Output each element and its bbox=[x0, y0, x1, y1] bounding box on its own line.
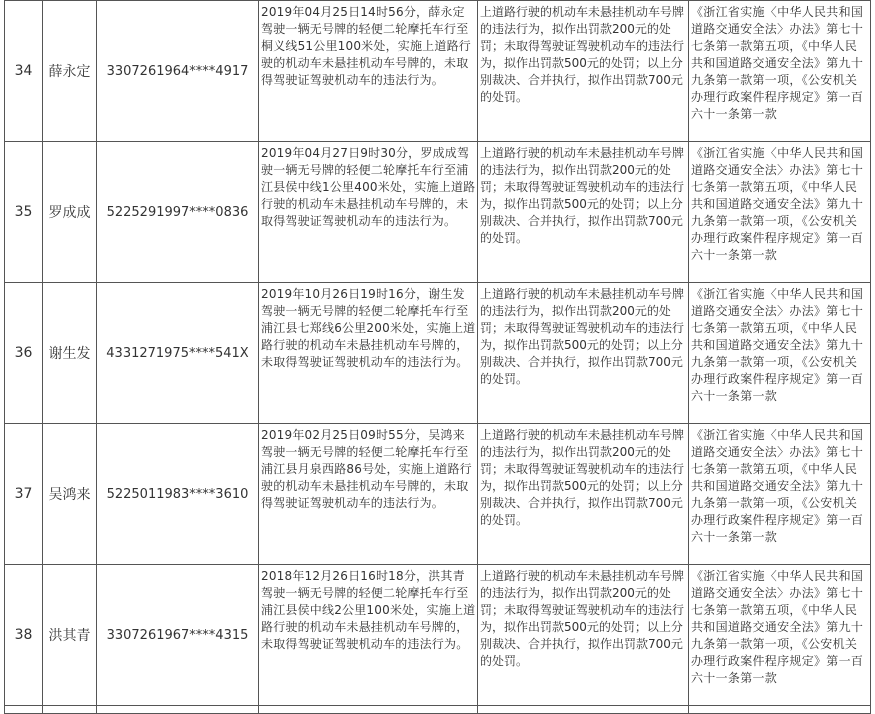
legal-basis: 《浙江省实施〈中华人民共和国道路交通安全法〉办法》第七十七条第一款第五项，《中华人民共和国道路交通安全法》第九十九条第一款第一项，《公安机关办理行政案件程序规定》第一百六十一条第一款 bbox=[689, 1, 871, 142]
penalty-decision: 上道路行驶的机动车未悬挂机动车号牌的违法行为，拟作出罚款200元的处罚；未取得驾驶证驾驶机动车的违法行为，拟作出罚款500元的处罚；以上分别裁决、合并执行，拟作出罚款700元的处罚。 bbox=[478, 142, 689, 283]
penalty-decision: 上道路行驶的机动车未悬挂机动车号牌的违法行为，拟作出罚款200元的处罚；未取得驾驶证驾驶机动车的违法行为，拟作出罚款500元的处罚；以上分别裁决、合并执行，拟作出罚款700元的处罚。 bbox=[478, 283, 689, 424]
table-row bbox=[5, 565, 871, 706]
penalty-notice-table bbox=[4, 0, 871, 714]
table-row-partial bbox=[5, 706, 871, 714]
row-number: 34 bbox=[5, 1, 43, 142]
legal-basis: 《浙江省实施〈中华人民共和国道路交通安全法〉办法》第七十七条第一款第五项，《中华人民共和国道路交通安全法》第九十九条第一款第一项，《公安机关办理行政案件程序规定》第一百六十一条第一款 bbox=[689, 283, 871, 424]
legal-basis: 《浙江省实施〈中华人民共和国道路交通安全法〉办法》第七十七条第一款第五项，《中华人民共和国道路交通安全法》第九十九条第一款第一项，《公安机关办理行政案件程序规定》第一百六十一条第一款 bbox=[689, 142, 871, 283]
row-number: 37 bbox=[5, 424, 43, 565]
violation-description: 2019年04月27日9时30分，罗成成驾驶一辆无号牌的轻便二轮摩托车行至浦江县侯中线1公里400米处，实施上道路行驶的机动车未悬挂机动车号牌的，未取得驾驶证驾驶机动车的违法行为。 bbox=[259, 142, 478, 283]
table-row bbox=[5, 1, 871, 142]
row-number: 38 bbox=[5, 565, 43, 706]
id-number: 4331271975****541X bbox=[97, 283, 259, 424]
penalty-decision: 上道路行驶的机动车未悬挂机动车号牌的违法行为，拟作出罚款200元的处罚；未取得驾驶证驾驶机动车的违法行为，拟作出罚款500元的处罚；以上分别裁决、合并执行，拟作出罚款700元的处罚。 bbox=[478, 565, 689, 706]
violation-description: 2019年02月25日09时55分，吴鸿来驾驶一辆无号牌的轻便二轮摩托车行至浦江县月泉西路86号处，实施上道路行驶的机动车未悬挂机动车号牌的，未取得驾驶证驾驶机动车的违法行为。 bbox=[259, 424, 478, 565]
id-number: 5225291997****0836 bbox=[97, 142, 259, 283]
person-name: 薛永定 bbox=[43, 1, 97, 142]
id-number: 3307261964****4917 bbox=[97, 1, 259, 142]
person-name: 谢生发 bbox=[43, 283, 97, 424]
violation-description: 2019年10月26日19时16分，谢生发驾驶一辆无号牌的轻便二轮摩托车行至浦江县七郑线6公里200米处，实施上道路行驶的机动车未悬挂机动车号牌的，未取得驾驶证驾驶机动车的违法行为。 bbox=[259, 283, 478, 424]
table-row bbox=[5, 142, 871, 283]
penalty-decision: 上道路行驶的机动车未悬挂机动车号牌的违法行为，拟作出罚款200元的处罚；未取得驾驶证驾驶机动车的违法行为，拟作出罚款500元的处罚；以上分别裁决、合并执行，拟作出罚款700元的处罚。 bbox=[478, 1, 689, 142]
violation-description: 2019年04月25日14时56分，薛永定驾驶一辆无号牌的轻便二轮摩托车行至桐义线51公里100米处，实施上道路行驶的机动车未悬挂机动车号牌的，未取得驾驶证驾驶机动车的违法行为。 bbox=[259, 1, 478, 142]
violation-description: 2018年12月26日16时18分，洪其青驾驶一辆无号牌的轻便二轮摩托车行至浦江县侯中线2公里100米处，实施上道路行驶的机动车未悬挂机动车号牌的，未取得驾驶证驾驶机动车的违法行为。 bbox=[259, 565, 478, 706]
penalty-decision: 上道路行驶的机动车未悬挂机动车号牌的违法行为，拟作出罚款200元的处罚；未取得驾驶证驾驶机动车的违法行为，拟作出罚款500元的处罚；以上分别裁决、合并执行，拟作出罚款700元的处罚。 bbox=[478, 424, 689, 565]
person-name: 罗成成 bbox=[43, 142, 97, 283]
person-name: 吴鸿来 bbox=[43, 424, 97, 565]
person-name: 洪其青 bbox=[43, 565, 97, 706]
row-number: 36 bbox=[5, 283, 43, 424]
table-row bbox=[5, 283, 871, 424]
legal-basis: 《浙江省实施〈中华人民共和国道路交通安全法〉办法》第七十七条第一款第五项，《中华人民共和国道路交通安全法》第九十九条第一款第一项，《公安机关办理行政案件程序规定》第一百六十一条第一款 bbox=[689, 424, 871, 565]
table-row bbox=[5, 424, 871, 565]
table-body bbox=[5, 1, 871, 714]
id-number: 5225011983****3610 bbox=[97, 424, 259, 565]
id-number: 3307261967****4315 bbox=[97, 565, 259, 706]
row-number: 35 bbox=[5, 142, 43, 283]
legal-basis: 《浙江省实施〈中华人民共和国道路交通安全法〉办法》第七十七条第一款第五项，《中华人民共和国道路交通安全法》第九十九条第一款第一项，《公安机关办理行政案件程序规定》第一百六十一条第一款 bbox=[689, 565, 871, 706]
